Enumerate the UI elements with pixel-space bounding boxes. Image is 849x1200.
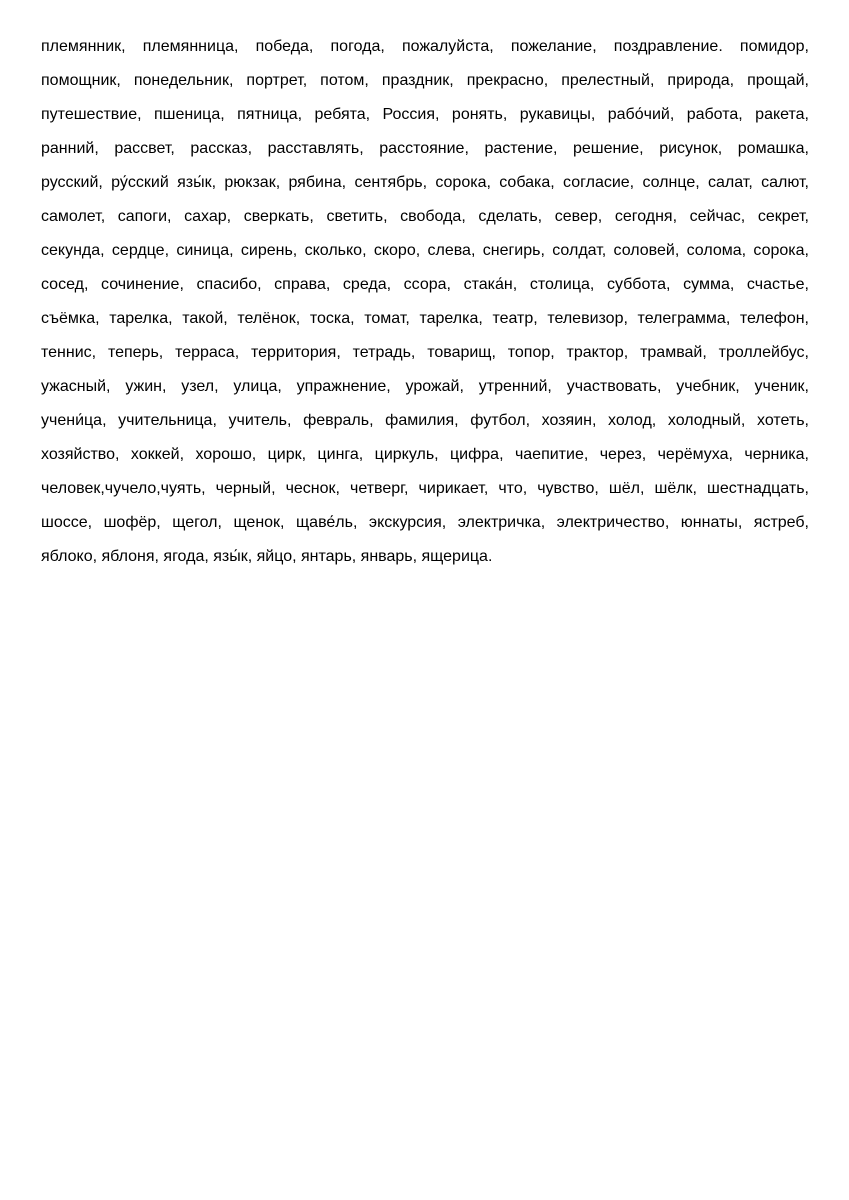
text-line-7: секунда, сердце, синица, сирень, сколько, скоро, слева, снегирь, солдат, соловей, солома, сорока, [41,242,809,259]
text-line-12: учени́ца, учительница, учитель, февраль, фамилия, футбол, хозяин, холод, холодный, хотеть, [41,412,809,429]
text-line-9: съёмка, тарелка, такой, телёнок, тоска, томат, тарелка, театр, телевизор, телеграмма, телефон, [41,310,809,327]
text-line-11: ужасный, ужин, узел, улица, упражнение, урожай, утренний, участвовать, учебник, ученик, [41,378,809,395]
text-line-10: теннис, теперь, терраса, территория, тетрадь, товарищ, топор, трактор, трамвай, троллейбус, [41,344,809,361]
text-line-15: шоссе, шофёр, щегол, щенок, щаве́ль, экскурсия, электричка, электричество, юннаты, ястреб, [41,514,809,531]
text-line-13: хозяйство, хоккей, хорошо, цирк, цинга, циркуль, цифра, чаепитие, через, черёмуха, черника, [41,446,809,463]
text-line-1: племянник, племянница, победа, погода, пожалуйста, пожелание, поздравление. помидор, [41,38,809,55]
text-line-16: яблоко, яблоня, ягода, язы́к, яйцо, янтарь, январь, ящерица. [41,548,493,565]
text-line-14: человек,чучело,чуять, черный, чеснок, четверг, чирикает, что, чувство, шёл, шёлк, шестнадцать, [41,480,809,497]
text-line-8: сосед, сочинение, спасибо, справа, среда, ссора, стака́н, столица, суббота, сумма, счастье, [41,276,809,293]
text-line-2: помощник, понедельник, портрет, потом, праздник, прекрасно, прелестный, природа, прощай, [41,72,809,89]
text-line-4: ранний, рассвет, рассказ, расставлять, расстояние, растение, решение, рисунок, ромашка, [41,140,809,157]
text-line-5: русский, ру́сский язы́к, рюкзак, рябина, сентябрь, сорока, собака, согласие, солнце, салат, салют, [41,174,809,191]
word-list-text [41,37,809,581]
text-line-3: путешествие, пшеница, пятница, ребята, Россия, ронять, рукавицы, рабо́чий, работа, ракета, [41,106,809,123]
text-line-6: самолет, сапоги, сахар, сверкать, светить, свобода, сделать, север, сегодня, сейчас, секрет, [41,208,809,225]
